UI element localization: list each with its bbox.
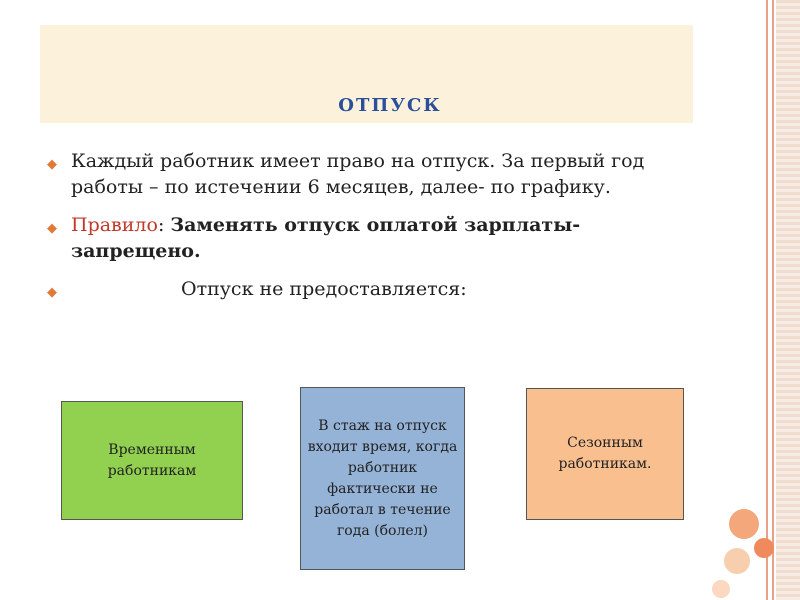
right-border-line-outer [766,0,768,600]
rule-bold-text: Заменять отпуск оплатой зарплаты- запрещено. [71,214,581,262]
bullet-icon: ◆ [47,221,57,236]
slide-title: ОТПУСК [338,95,442,116]
decor-circle [729,509,759,539]
bullet-item-not-granted [45,276,685,302]
bullet-icon: ◆ [47,157,57,172]
bullet-item-right [45,148,685,200]
service-period-box [300,387,465,570]
right-border-band [776,0,800,600]
right-border-line-inner [772,0,774,600]
decor-circle [712,580,730,598]
service-period-text: В стаж на отпуск входит время, когда работник фактически не работал в течение года (болел) [307,417,458,539]
bullet-list [45,148,685,314]
seasonal-workers-text: Сезонным работникам. [558,435,652,472]
bullet-text: Отпуск не предоставляется: [181,278,467,300]
temporary-workers-box [61,401,243,520]
rule-label: Правило [71,214,158,236]
title-band [40,25,693,123]
bullet-item-rule [45,212,685,264]
decor-circle [724,548,750,574]
bullet-icon: ◆ [47,285,57,300]
decor-circle [754,538,774,558]
bullet-text: Каждый работник имеет право на отпуск. За первый год работы – по истечении 6 месяцев, далее- по графику. [71,150,645,198]
temporary-workers-text: Временным работникам [107,441,197,479]
seasonal-workers-box [526,388,684,520]
rule-separator: : [157,214,171,236]
